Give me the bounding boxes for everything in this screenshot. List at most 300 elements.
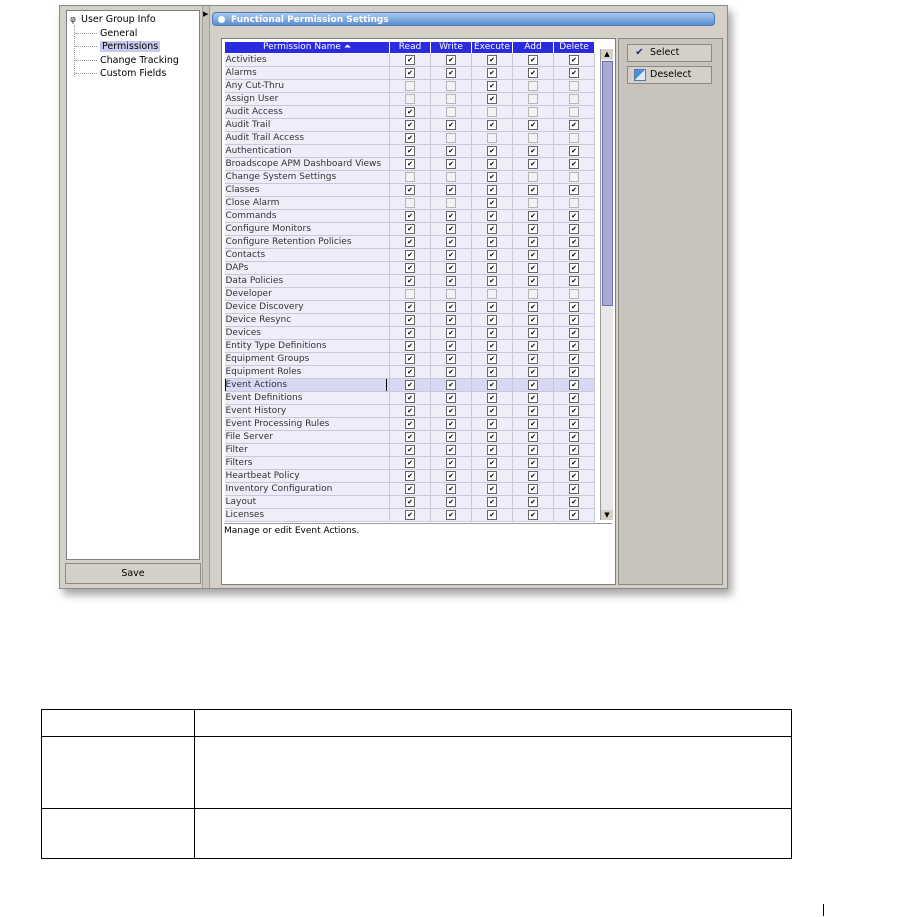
execute-checkbox[interactable]: ✔ [487, 367, 497, 377]
write-checkbox[interactable]: ✔ [446, 354, 456, 364]
write-checkbox[interactable]: ✔ [446, 55, 456, 65]
column-header-execute[interactable]: Execute [472, 42, 513, 54]
execute-checkbox[interactable]: ✔ [487, 484, 497, 494]
write-checkbox[interactable] [446, 94, 456, 104]
execute-checkbox[interactable]: ✔ [487, 328, 497, 338]
permission-name-cell[interactable]: Audit Trail [225, 119, 390, 132]
delete-checkbox[interactable]: ✔ [569, 224, 579, 234]
execute-checkbox[interactable]: ✔ [487, 276, 497, 286]
delete-checkbox[interactable]: ✔ [569, 263, 579, 273]
permission-name-cell[interactable]: Activities [225, 54, 390, 67]
table-row[interactable] [225, 392, 595, 405]
add-checkbox[interactable] [528, 107, 538, 117]
permission-name-cell[interactable]: DAPs [225, 262, 390, 275]
read-checkbox[interactable]: ✔ [405, 341, 415, 351]
read-checkbox[interactable]: ✔ [405, 250, 415, 260]
write-checkbox[interactable] [446, 107, 456, 117]
permission-name-cell[interactable]: Classes [225, 184, 390, 197]
table-row[interactable] [225, 223, 595, 236]
execute-checkbox[interactable]: ✔ [487, 302, 497, 312]
delete-checkbox[interactable] [569, 81, 579, 91]
read-cell [390, 405, 431, 418]
table-row[interactable] [225, 340, 595, 353]
delete-checkbox[interactable] [569, 289, 579, 299]
permission-name-cell[interactable]: Data Policies [225, 275, 390, 288]
read-checkbox[interactable]: ✔ [405, 68, 415, 78]
delete-checkbox[interactable]: ✔ [569, 315, 579, 325]
permissions-table-container [221, 38, 616, 585]
permission-name-cell[interactable]: Layout [225, 496, 390, 509]
write-cell [431, 236, 472, 249]
read-checkbox[interactable]: ✔ [405, 432, 415, 442]
write-checkbox[interactable]: ✔ [446, 276, 456, 286]
add-checkbox[interactable]: ✔ [528, 393, 538, 403]
delete-checkbox[interactable]: ✔ [569, 276, 579, 286]
delete-checkbox[interactable]: ✔ [569, 328, 579, 338]
read-checkbox[interactable]: ✔ [405, 497, 415, 507]
write-checkbox[interactable]: ✔ [446, 263, 456, 273]
execute-checkbox[interactable]: ✔ [487, 354, 497, 364]
write-checkbox[interactable] [446, 133, 456, 143]
write-checkbox[interactable] [446, 172, 456, 182]
add-checkbox[interactable]: ✔ [528, 510, 538, 520]
execute-checkbox[interactable] [487, 289, 497, 299]
add-cell [513, 171, 554, 184]
permission-name-cell[interactable]: Close Alarm [225, 197, 390, 210]
read-cell [390, 418, 431, 431]
add-cell [513, 275, 554, 288]
add-checkbox[interactable]: ✔ [528, 484, 538, 494]
permission-name-cell[interactable]: Licenses [225, 509, 390, 522]
permission-name-cell[interactable]: Entity Type Definitions [225, 340, 390, 353]
execute-checkbox[interactable]: ✔ [487, 458, 497, 468]
execute-checkbox[interactable]: ✔ [487, 393, 497, 403]
table-row[interactable] [225, 275, 595, 288]
execute-checkbox[interactable]: ✔ [487, 510, 497, 520]
table-row[interactable] [225, 379, 595, 392]
table-row[interactable] [225, 418, 595, 431]
delete-cell [554, 496, 595, 509]
write-checkbox[interactable] [446, 81, 456, 91]
table-row[interactable] [225, 301, 595, 314]
write-checkbox[interactable]: ✔ [446, 458, 456, 468]
column-header-delete[interactable]: Delete [554, 42, 595, 54]
add-checkbox[interactable]: ✔ [528, 185, 538, 195]
add-checkbox[interactable] [528, 198, 538, 208]
execute-checkbox[interactable]: ✔ [487, 68, 497, 78]
read-checkbox[interactable]: ✔ [405, 419, 415, 429]
save-button[interactable]: Save [65, 563, 201, 584]
add-checkbox[interactable]: ✔ [528, 224, 538, 234]
read-checkbox[interactable] [405, 94, 415, 104]
add-cell [513, 301, 554, 314]
permission-name-cell[interactable]: Event Processing Rules [225, 418, 390, 431]
add-checkbox[interactable]: ✔ [528, 315, 538, 325]
add-checkbox[interactable]: ✔ [528, 471, 538, 481]
page-marker [823, 904, 824, 916]
write-checkbox[interactable]: ✔ [446, 367, 456, 377]
permission-name-cell[interactable]: Configure Retention Policies [225, 236, 390, 249]
tree-item-general[interactable] [75, 27, 137, 40]
delete-checkbox[interactable]: ✔ [569, 68, 579, 78]
column-header-add[interactable]: Add [513, 42, 554, 54]
table-row[interactable] [225, 353, 595, 366]
delete-cell [554, 119, 595, 132]
execute-checkbox[interactable]: ✔ [487, 81, 497, 91]
write-checkbox[interactable]: ✔ [446, 159, 456, 169]
table-row[interactable] [225, 444, 595, 457]
add-checkbox[interactable] [528, 81, 538, 91]
permission-name-cell[interactable]: Developer [225, 288, 390, 301]
delete-cell [554, 327, 595, 340]
permission-name-cell[interactable]: Audit Trail Access [225, 132, 390, 145]
add-checkbox[interactable]: ✔ [528, 328, 538, 338]
column-header-read[interactable]: Read [390, 42, 431, 54]
write-checkbox[interactable]: ✔ [446, 120, 456, 130]
table-row[interactable] [225, 197, 595, 210]
add-checkbox[interactable]: ✔ [528, 406, 538, 416]
table-row[interactable] [225, 67, 595, 80]
table-row[interactable] [225, 132, 595, 145]
delete-checkbox[interactable]: ✔ [569, 510, 579, 520]
read-checkbox[interactable] [405, 172, 415, 182]
read-checkbox[interactable]: ✔ [405, 367, 415, 377]
execute-checkbox[interactable]: ✔ [487, 380, 497, 390]
execute-checkbox[interactable]: ✔ [487, 185, 497, 195]
write-checkbox[interactable]: ✔ [446, 302, 456, 312]
permission-name-cell[interactable]: Device Resync [225, 314, 390, 327]
write-checkbox[interactable]: ✔ [446, 211, 456, 221]
read-checkbox[interactable]: ✔ [405, 510, 415, 520]
add-checkbox[interactable] [528, 172, 538, 182]
execute-checkbox[interactable]: ✔ [487, 94, 497, 104]
delete-checkbox[interactable]: ✔ [569, 497, 579, 507]
deselect-button[interactable]: Deselect [627, 66, 712, 84]
table-row[interactable] [225, 158, 595, 171]
delete-checkbox[interactable]: ✔ [569, 146, 579, 156]
execute-checkbox[interactable]: ✔ [487, 120, 497, 130]
read-checkbox[interactable]: ✔ [405, 263, 415, 273]
delete-checkbox[interactable]: ✔ [569, 367, 579, 377]
column-header-write[interactable]: Write [431, 42, 472, 54]
read-checkbox[interactable]: ✔ [405, 237, 415, 247]
table-row[interactable] [225, 171, 595, 184]
execute-checkbox[interactable]: ✔ [487, 419, 497, 429]
table-row[interactable] [225, 184, 595, 197]
write-cell [431, 145, 472, 158]
write-checkbox[interactable]: ✔ [446, 237, 456, 247]
tree-item-permissions[interactable] [75, 40, 160, 53]
execute-checkbox[interactable]: ✔ [487, 445, 497, 455]
write-cell [431, 405, 472, 418]
add-checkbox[interactable]: ✔ [528, 211, 538, 221]
add-checkbox[interactable]: ✔ [528, 419, 538, 429]
add-cell [513, 132, 554, 145]
add-checkbox[interactable] [528, 94, 538, 104]
table-row[interactable] [225, 93, 595, 106]
delete-checkbox[interactable] [569, 94, 579, 104]
read-checkbox[interactable]: ✔ [405, 484, 415, 494]
read-checkbox[interactable] [405, 81, 415, 91]
permission-name-cell[interactable]: Change System Settings [225, 171, 390, 184]
permission-name-cell[interactable]: Commands [225, 210, 390, 223]
add-checkbox[interactable]: ✔ [528, 237, 538, 247]
execute-checkbox[interactable]: ✔ [487, 471, 497, 481]
delete-checkbox[interactable]: ✔ [569, 237, 579, 247]
table-row[interactable] [225, 210, 595, 223]
delete-checkbox[interactable]: ✔ [569, 432, 579, 442]
write-checkbox[interactable]: ✔ [446, 68, 456, 78]
permission-name-cell[interactable]: Device Discovery [225, 301, 390, 314]
collapse-arrow-icon[interactable]: ▶ [203, 10, 209, 18]
table-row[interactable] [225, 288, 595, 301]
delete-checkbox[interactable] [569, 198, 579, 208]
write-cell [431, 54, 472, 67]
delete-checkbox[interactable] [569, 172, 579, 182]
add-checkbox[interactable]: ✔ [528, 458, 538, 468]
bullet-icon [218, 16, 225, 23]
execute-checkbox[interactable]: ✔ [487, 159, 497, 169]
read-checkbox[interactable]: ✔ [405, 211, 415, 221]
table-row[interactable] [225, 145, 595, 158]
write-checkbox[interactable]: ✔ [446, 328, 456, 338]
read-checkbox[interactable]: ✔ [405, 276, 415, 286]
tree-item-custom-fields[interactable] [75, 67, 166, 80]
read-cell [390, 366, 431, 379]
scroll-down-arrow-icon[interactable]: ▼ [601, 510, 613, 520]
permission-name-cell[interactable]: Filters [225, 457, 390, 470]
write-checkbox[interactable]: ✔ [446, 510, 456, 520]
add-checkbox[interactable]: ✔ [528, 146, 538, 156]
write-checkbox[interactable]: ✔ [446, 471, 456, 481]
add-checkbox[interactable] [528, 289, 538, 299]
add-checkbox[interactable]: ✔ [528, 380, 538, 390]
permission-name-cell[interactable]: Authentication [225, 145, 390, 158]
execute-checkbox[interactable]: ✔ [487, 406, 497, 416]
permission-name-cell[interactable]: Inventory Configuration [225, 483, 390, 496]
table-row[interactable] [225, 483, 595, 496]
delete-checkbox[interactable]: ✔ [569, 471, 579, 481]
read-checkbox[interactable] [405, 289, 415, 299]
write-checkbox[interactable]: ✔ [446, 393, 456, 403]
table-row[interactable] [225, 119, 595, 132]
add-checkbox[interactable]: ✔ [528, 302, 538, 312]
read-checkbox[interactable] [405, 198, 415, 208]
read-checkbox[interactable]: ✔ [405, 302, 415, 312]
add-checkbox[interactable]: ✔ [528, 120, 538, 130]
delete-checkbox[interactable]: ✔ [569, 458, 579, 468]
permission-name-cell[interactable]: Alarms [225, 67, 390, 80]
table-row[interactable] [225, 327, 595, 340]
delete-checkbox[interactable]: ✔ [569, 484, 579, 494]
execute-checkbox[interactable]: ✔ [487, 497, 497, 507]
add-checkbox[interactable]: ✔ [528, 497, 538, 507]
execute-checkbox[interactable]: ✔ [487, 341, 497, 351]
read-checkbox[interactable]: ✔ [405, 107, 415, 117]
delete-checkbox[interactable]: ✔ [569, 419, 579, 429]
read-checkbox[interactable]: ✔ [405, 159, 415, 169]
write-checkbox[interactable]: ✔ [446, 406, 456, 416]
execute-checkbox[interactable]: ✔ [487, 237, 497, 247]
read-checkbox[interactable]: ✔ [405, 328, 415, 338]
execute-checkbox[interactable]: ✔ [487, 55, 497, 65]
delete-cell [554, 223, 595, 236]
read-cell [390, 54, 431, 67]
table-row[interactable] [225, 54, 595, 67]
table-row[interactable] [225, 457, 595, 470]
table-row[interactable] [225, 496, 595, 509]
tree-item-change-tracking[interactable] [75, 54, 179, 67]
delete-checkbox[interactable]: ✔ [569, 185, 579, 195]
read-checkbox[interactable]: ✔ [405, 458, 415, 468]
table-row[interactable] [225, 509, 595, 522]
tree-root-user-group-info[interactable] [70, 14, 156, 25]
read-checkbox[interactable]: ✔ [405, 224, 415, 234]
read-checkbox[interactable]: ✔ [405, 146, 415, 156]
permission-name-cell[interactable]: Broadscope APM Dashboard Views [225, 158, 390, 171]
read-cell [390, 314, 431, 327]
read-checkbox[interactable]: ✔ [405, 55, 415, 65]
table-row[interactable] [225, 249, 595, 262]
permission-name-cell[interactable]: File Server [225, 431, 390, 444]
table-row[interactable] [225, 236, 595, 249]
write-checkbox[interactable]: ✔ [446, 224, 456, 234]
read-checkbox[interactable]: ✔ [405, 354, 415, 364]
write-checkbox[interactable] [446, 198, 456, 208]
column-header-permission-name[interactable]: Permission Name ⏶ [225, 42, 390, 54]
permission-name-cell[interactable]: Audit Access [225, 106, 390, 119]
scroll-up-arrow-icon[interactable]: ▲ [601, 49, 613, 59]
write-checkbox[interactable]: ✔ [446, 341, 456, 351]
table-row [42, 809, 792, 859]
add-checkbox[interactable]: ✔ [528, 367, 538, 377]
table-row[interactable] [225, 366, 595, 379]
delete-checkbox[interactable]: ✔ [569, 250, 579, 260]
permission-name-cell[interactable]: Equipment Roles [225, 366, 390, 379]
write-checkbox[interactable]: ✔ [446, 445, 456, 455]
execute-checkbox[interactable]: ✔ [487, 224, 497, 234]
read-checkbox[interactable]: ✔ [405, 471, 415, 481]
write-cell [431, 418, 472, 431]
delete-checkbox[interactable]: ✔ [569, 354, 579, 364]
add-checkbox[interactable]: ✔ [528, 432, 538, 442]
delete-cell [554, 418, 595, 431]
add-checkbox[interactable]: ✔ [528, 68, 538, 78]
execute-checkbox[interactable]: ✔ [487, 250, 497, 260]
execute-cell [472, 483, 513, 496]
table-row[interactable] [225, 80, 595, 93]
delete-checkbox[interactable]: ✔ [569, 302, 579, 312]
add-checkbox[interactable]: ✔ [528, 354, 538, 364]
execute-checkbox[interactable] [487, 133, 497, 143]
table-scrollbar[interactable] [600, 49, 613, 520]
execute-checkbox[interactable]: ✔ [487, 211, 497, 221]
scrollbar-thumb[interactable] [602, 61, 613, 306]
write-checkbox[interactable]: ✔ [446, 380, 456, 390]
permission-name-cell[interactable]: Event Actions [225, 379, 390, 392]
delete-checkbox[interactable]: ✔ [569, 211, 579, 221]
permission-name-cell[interactable]: Any Cut-Thru [225, 80, 390, 93]
write-checkbox[interactable]: ✔ [446, 250, 456, 260]
delete-checkbox[interactable]: ✔ [569, 445, 579, 455]
read-checkbox[interactable]: ✔ [405, 315, 415, 325]
delete-checkbox[interactable]: ✔ [569, 393, 579, 403]
execute-checkbox[interactable]: ✔ [487, 172, 497, 182]
add-checkbox[interactable]: ✔ [528, 159, 538, 169]
pane-splitter[interactable] [202, 6, 210, 588]
read-checkbox[interactable]: ✔ [405, 393, 415, 403]
permission-name-cell[interactable]: Event Definitions [225, 392, 390, 405]
add-checkbox[interactable] [528, 133, 538, 143]
execute-checkbox[interactable]: ✔ [487, 432, 497, 442]
execute-checkbox[interactable]: ✔ [487, 198, 497, 208]
write-checkbox[interactable]: ✔ [446, 484, 456, 494]
write-checkbox[interactable]: ✔ [446, 419, 456, 429]
permission-name-cell[interactable]: Event History [225, 405, 390, 418]
execute-checkbox[interactable] [487, 107, 497, 117]
permission-name-cell[interactable]: Contacts [225, 249, 390, 262]
read-checkbox[interactable]: ✔ [405, 133, 415, 143]
delete-checkbox[interactable]: ✔ [569, 120, 579, 130]
read-checkbox[interactable]: ✔ [405, 380, 415, 390]
write-checkbox[interactable]: ✔ [446, 146, 456, 156]
delete-checkbox[interactable]: ✔ [569, 55, 579, 65]
write-checkbox[interactable]: ✔ [446, 497, 456, 507]
table-row[interactable] [225, 106, 595, 119]
read-checkbox[interactable]: ✔ [405, 406, 415, 416]
execute-checkbox[interactable]: ✔ [487, 146, 497, 156]
read-checkbox[interactable]: ✔ [405, 185, 415, 195]
add-cell [513, 106, 554, 119]
read-checkbox[interactable]: ✔ [405, 120, 415, 130]
add-checkbox[interactable]: ✔ [528, 55, 538, 65]
write-cell [431, 301, 472, 314]
delete-checkbox[interactable]: ✔ [569, 380, 579, 390]
permission-name-cell[interactable]: Equipment Groups [225, 353, 390, 366]
table-row[interactable] [225, 470, 595, 483]
add-checkbox[interactable]: ✔ [528, 445, 538, 455]
write-checkbox[interactable]: ✔ [446, 432, 456, 442]
add-cell [513, 314, 554, 327]
table-row[interactable] [225, 431, 595, 444]
select-button[interactable]: ✔ Select [627, 44, 712, 62]
read-checkbox[interactable]: ✔ [405, 445, 415, 455]
permission-name-cell[interactable]: Heartbeat Policy [225, 470, 390, 483]
add-checkbox[interactable]: ✔ [528, 250, 538, 260]
execute-checkbox[interactable]: ✔ [487, 315, 497, 325]
add-checkbox[interactable]: ✔ [528, 276, 538, 286]
execute-cell [472, 366, 513, 379]
delete-checkbox[interactable] [569, 133, 579, 143]
delete-checkbox[interactable]: ✔ [569, 406, 579, 416]
write-checkbox[interactable]: ✔ [446, 315, 456, 325]
table-row[interactable] [225, 314, 595, 327]
table-row[interactable] [225, 262, 595, 275]
permission-name-cell[interactable]: Filter [225, 444, 390, 457]
add-checkbox[interactable]: ✔ [528, 263, 538, 273]
execute-checkbox[interactable]: ✔ [487, 263, 497, 273]
delete-checkbox[interactable]: ✔ [569, 159, 579, 169]
table-row[interactable] [225, 405, 595, 418]
write-checkbox[interactable]: ✔ [446, 185, 456, 195]
add-checkbox[interactable]: ✔ [528, 341, 538, 351]
permission-name-cell[interactable]: Assign User [225, 93, 390, 106]
delete-checkbox[interactable]: ✔ [569, 341, 579, 351]
permission-name-cell[interactable]: Configure Monitors [225, 223, 390, 236]
permission-name-cell[interactable]: Devices [225, 327, 390, 340]
write-checkbox[interactable] [446, 289, 456, 299]
delete-checkbox[interactable] [569, 107, 579, 117]
